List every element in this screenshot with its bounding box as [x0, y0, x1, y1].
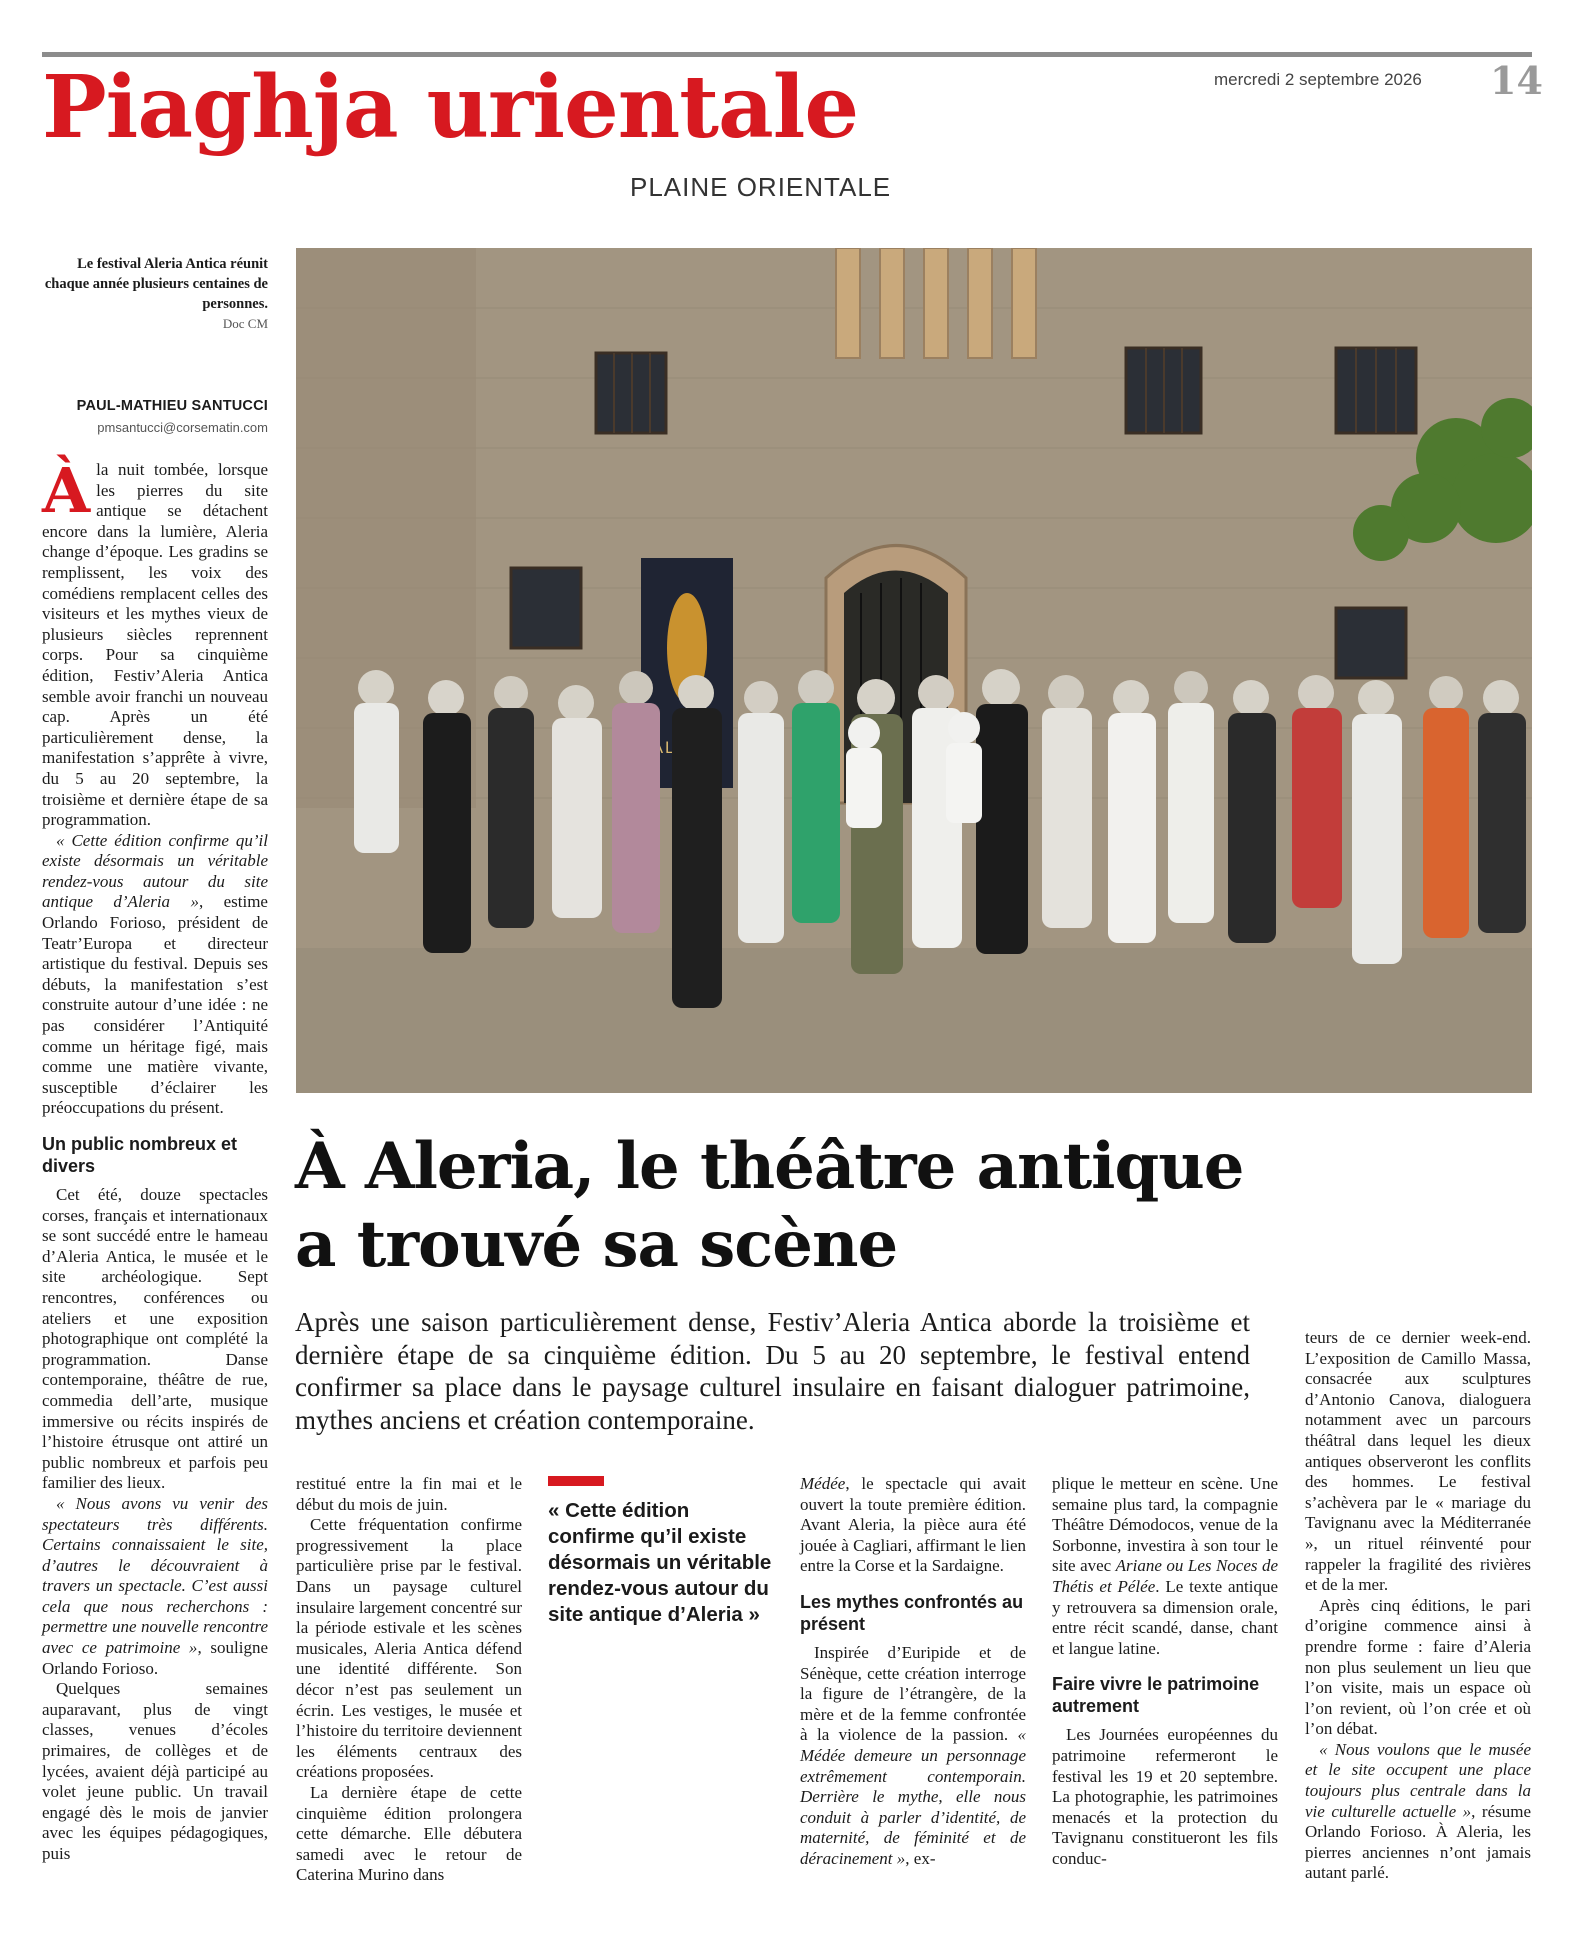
pull-quote: « Cette édition confirme qu’il existe désormais un véritable rendez-vous autour du site antique d’Aleria »	[548, 1499, 772, 1626]
paragraph: teurs de ce dernier week-end. L’exposition de Camillo Massa, consacrée aux sculptures d’Antonio Canova, dialoguera notamment avec un parcours théâtral dans lequel les dieux antiques observeront les conflits des hommes. Le festival s’achèvera par le « mariage du Tavignanu avec la Méditerranée », un rituel réinventé pour rappeler la fragilité des rivières et de la mer.	[1305, 1328, 1531, 1595]
article-column-5	[1305, 1328, 1531, 1884]
paragraph: La dernière étape de cette cinquième édition prolongera cette démarche. Elle débutera samedi avec le retour de Caterina Murino dans	[296, 1782, 522, 1885]
article-headline	[295, 1128, 1243, 1284]
page-number: 14	[1490, 58, 1543, 103]
photo-caption: Le festival Aleria Antica réunit chaque année plusieurs centaines de personnes.	[44, 256, 268, 312]
paragraph-text: , ex-	[905, 1848, 936, 1868]
drop-cap: À	[42, 454, 91, 527]
paragraph-text: Inspirée d’Euripide et de Sénèque, cette création interroge la figure de l’étrangère, de la mère et de la femme confrontée à la violence de la passion.	[800, 1642, 1026, 1745]
headline-line: À Aleria, le théâtre antique	[295, 1129, 1244, 1204]
paragraph	[42, 831, 268, 1119]
article-deck: Après une saison particulièrement dense, Festiv’Aleria Antica aborde la troisième et dernière étape de sa cinquième édition. Du 5 au 20 septembre, le festival entend confirmer sa place dans le paysage culturel insulaire en faisant dialoguer patrimoine, mythes anciens et création contemporaine.	[295, 1307, 1250, 1435]
author-name: PAUL-MATHIEU SANTUCCI	[76, 398, 268, 414]
paragraph: Cet été, douze spectacles corses, français et internationaux se sont succédé entre le hameau d’Aleria Antica, le musée et le site archéologique. Sept rencontres, conférences ou ateliers et une exposition photographique ont complété la programmation. Danse contemporaine, théâtre de rue, commedia dell’arte, musique immersive ou récits inspirés de l’histoire étrusque ont attiré un public nombreux et parfois peu familier des lieux.	[42, 1185, 268, 1493]
paragraph: Cette fréquentation confirme progressivement la place particulière prise par le festival. Dans un paysage culturel insulaire largement concentré sur la période estivale et les scènes musicales, Aleria Antica défend une identité différente. Son décor n’est pas seulement un écrin. Les vestiges, le musée et l’histoire du territoire deviennent les éléments centraux des créations proposées.	[296, 1515, 522, 1782]
article-column-3	[800, 1474, 1026, 1870]
issue-date: mercredi 2 septembre 2026	[1214, 70, 1422, 89]
subheading: Faire vivre le patrimoine autrement	[1052, 1674, 1260, 1717]
quote-text: « Nous voulons que le musée et le site occupent une place toujours plus centrale dans la vie culturelle actuelle »	[1305, 1739, 1531, 1821]
quote-text: « Cette édition confirme qu’il existe désormais un véritable rendez-vous autour du site antique d’Aleria »	[42, 830, 268, 912]
paragraph-text: , souligne Orlando Forioso.	[42, 1638, 268, 1678]
paragraph-text: , résume Orlando Forioso. À Aleria, les pierres anciennes n’ont jamais autant parlé.	[1305, 1801, 1532, 1883]
paragraph-text: . Le texte antique y retrouvera sa dimension orale, entre récit scandé, danse, chant et langue latine.	[1052, 1576, 1278, 1658]
photo-credit: Doc CM	[222, 316, 268, 331]
lead-text: la nuit tombée, lorsque les pierres du site antique se détachent encore dans la lumière, Aleria change d’époque. Les gradins se remplissent, les voix des comédiens remplacent celles des visiteurs et les mythes vieux de plusieurs siècles reprennent corps. Pour sa cinquième édition, Festiv’Aleria Antica semble avoir franchi un nouveau cap. Après un été particulièrement dense, la manifestation s’apprête à vivre, du 5 au 20 septembre, la troisième et dernière étape de sa programmation.	[42, 460, 268, 830]
paragraph	[1052, 1474, 1278, 1659]
article-column-4	[1052, 1474, 1278, 1870]
section-subtitle: PLAINE ORIENTALE	[630, 172, 892, 202]
article-photo	[296, 248, 1532, 1093]
author-email[interactable]: pmsantucci@corsematin.com	[97, 420, 268, 435]
quote-text: « Nous avons vu venir des spectateurs très différents. Certains connaissaient le site, d’autres le découvraient à travers un spectacle. C’est aussi cela que nous recherchons : permettre une nouvelle rencontre avec ce patrimoine »	[42, 1493, 268, 1658]
paragraph: restitué entre la fin mai et le début du mois de juin.	[296, 1474, 522, 1514]
paragraph	[42, 1494, 268, 1679]
paragraph-text: , le spectacle qui avait ouvert la toute première édition. Avant Aleria, la pièce aura été jouée à Cagliari, affirmant le lien entre la Corse et la Sardaigne.	[800, 1474, 1026, 1576]
paragraph	[800, 1474, 1026, 1577]
pull-quote-bar	[548, 1476, 604, 1486]
paragraph-text: plique le metteur en scène. Une semaine plus tard, la compagnie Théâtre Démodocos, venue de la Sorbonne, investira à son tour le site avec	[1052, 1474, 1278, 1576]
paragraph: Après cinq éditions, le pari d’origine commence ainsi à prendre forme : faire d’Aleria non plus seulement un lieu que l’on visite, mais un espace où l’on revient, où l’on crée et où l’on débat.	[1305, 1595, 1531, 1739]
paragraph	[800, 1643, 1026, 1870]
quote-text: « Médée demeure un personnage extrêmement contemporain. Derrière le mythe, elle nous conduit à parler d’identité, de maternité, de féminité et de déracinement »	[800, 1725, 1026, 1868]
paragraph: Les Journées européennes du patrimoine refermeront le festival les 19 et 20 septembre. La photographie, les patrimoines menacés et la protection du Tavignanu constitueront les fils conduc-	[1052, 1725, 1278, 1868]
subheading: Les mythes confrontés au présent	[800, 1591, 1024, 1634]
work-title: Ariane ou Les Noces de Thétis et Pélée	[1052, 1556, 1278, 1596]
paragraph	[1305, 1740, 1531, 1884]
article-column-1	[42, 454, 268, 1865]
paragraph: Quelques semaines auparavant, plus de vingt classes, venues d’écoles primaires, de collèges et de lycées, avaient déjà participé au volet jeune public. Un travail engagé dès le mois de janvier avec les équipes pédagogiques, puis	[42, 1679, 268, 1863]
article-column-2	[296, 1474, 522, 1886]
paragraph-text: , estime Orlando Forioso, président de Teatr’Europa et directeur artistique du festival. Depuis ses débuts, la manifestation s’est construite autour d’une idée : ne pas considérer l’Antiquité comme un héritage figé, mais comme une matière vivante, susceptible d’éclairer les préoccupations du présent.	[42, 892, 268, 1118]
section-title: Piaghja urientale	[42, 57, 859, 158]
work-title: Médée	[800, 1474, 846, 1493]
headline-line: a trouvé sa scène	[295, 1207, 898, 1282]
lead-paragraph	[42, 454, 268, 831]
subheading: Un public nombreux et divers	[42, 1134, 238, 1176]
